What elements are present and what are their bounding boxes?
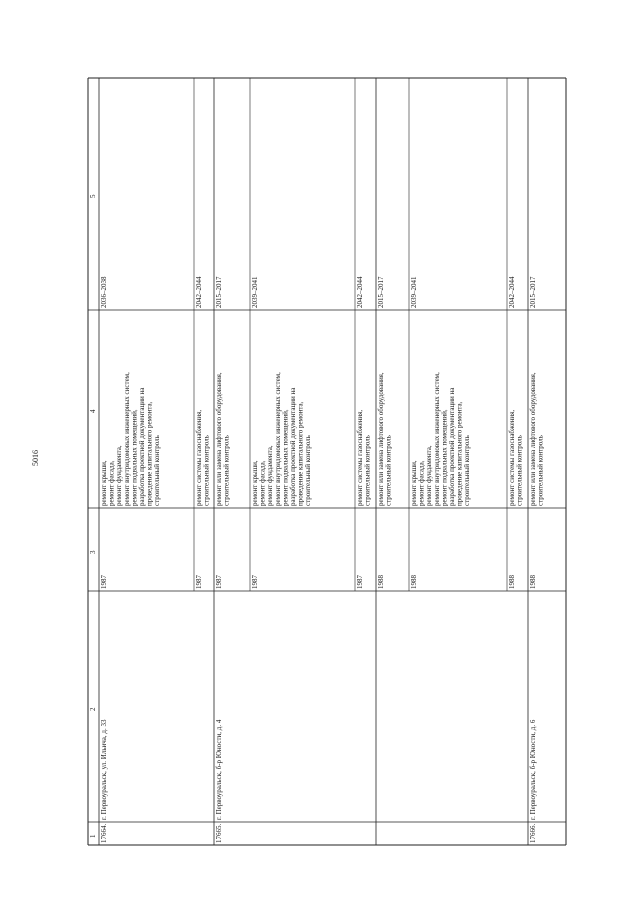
column-header-4: 4 bbox=[89, 409, 97, 413]
period-cell: 2042–2044 bbox=[356, 276, 364, 308]
year-cell: 1987 bbox=[356, 575, 364, 589]
period-cell: 2039–2041 bbox=[410, 276, 418, 308]
row-number: 17665. bbox=[215, 823, 223, 843]
year-cell: 1988 bbox=[508, 575, 516, 589]
row-number: 17664. bbox=[100, 823, 108, 843]
period-cell: 2039–2041 bbox=[251, 276, 259, 308]
period-cell: 2015–2017 bbox=[377, 276, 385, 308]
year-cell: 1988 bbox=[377, 575, 385, 589]
address-cell: г. Первоуральск, ул. Ильича, д. 33 bbox=[100, 719, 108, 820]
page-number: 5016 bbox=[31, 450, 40, 466]
period-cell: 2015–2017 bbox=[529, 276, 537, 308]
period-cell: 2036–2038 bbox=[100, 276, 108, 308]
column-header-5: 5 bbox=[89, 194, 97, 198]
year-cell: 1987 bbox=[215, 575, 223, 589]
works-cell: ремонт крыши, ремонт фасада, ремонт фундамента, ремонт внутридомовых инженерных систем, ремонт подвальных помещений, разработка проектной документации на проведение капитального ремонта, строительный контроль bbox=[251, 372, 313, 506]
address-cell: г. Первоуральск, б-р Юности, д. 6 bbox=[529, 719, 537, 820]
works-cell: ремонт или замена лифтового оборудования, строительный контроль bbox=[529, 372, 545, 506]
works-cell: ремонт или замена лифтового оборудования, строительный контроль bbox=[215, 372, 231, 506]
address-cell: г. Первоуральск, б-р Юности, д. 4 bbox=[215, 719, 223, 820]
column-header-2: 2 bbox=[89, 707, 97, 711]
works-cell: ремонт или замена лифтового оборудования, строительный контроль bbox=[377, 372, 393, 506]
year-cell: 1987 bbox=[251, 575, 259, 589]
period-cell: 2015–2017 bbox=[215, 276, 223, 308]
works-cell: ремонт системы газоснабжения, строительный контроль bbox=[195, 409, 211, 506]
column-header-3: 3 bbox=[89, 550, 97, 554]
works-cell: ремонт крыши, ремонт фасада, ремонт фундамента, ремонт внутридомовых инженерных систем, ремонт подвальных помещений, разработка проектной документации на проведение капитального ремонта, строительный контроль bbox=[410, 372, 472, 506]
column-header-1: 1 bbox=[89, 834, 97, 838]
year-cell: 1987 bbox=[100, 575, 108, 589]
works-cell: ремонт системы газоснабжения, строительный контроль bbox=[508, 409, 524, 506]
year-cell: 1987 bbox=[195, 575, 203, 589]
period-cell: 2042–2044 bbox=[195, 276, 203, 308]
works-cell: ремонт крыши, ремонт фасада, ремонт фундамента, ремонт внутридомовых инженерных систем, ремонт подвальных помещений, разработка проектной документации на проведение капитального ремонта, строительный контроль bbox=[100, 372, 162, 506]
period-cell: 2042–2044 bbox=[508, 276, 516, 308]
year-cell: 1988 bbox=[529, 575, 537, 589]
row-number: 17666. bbox=[529, 823, 537, 843]
year-cell: 1988 bbox=[410, 575, 418, 589]
works-cell: ремонт системы газоснабжения, строительный контроль bbox=[356, 409, 372, 506]
